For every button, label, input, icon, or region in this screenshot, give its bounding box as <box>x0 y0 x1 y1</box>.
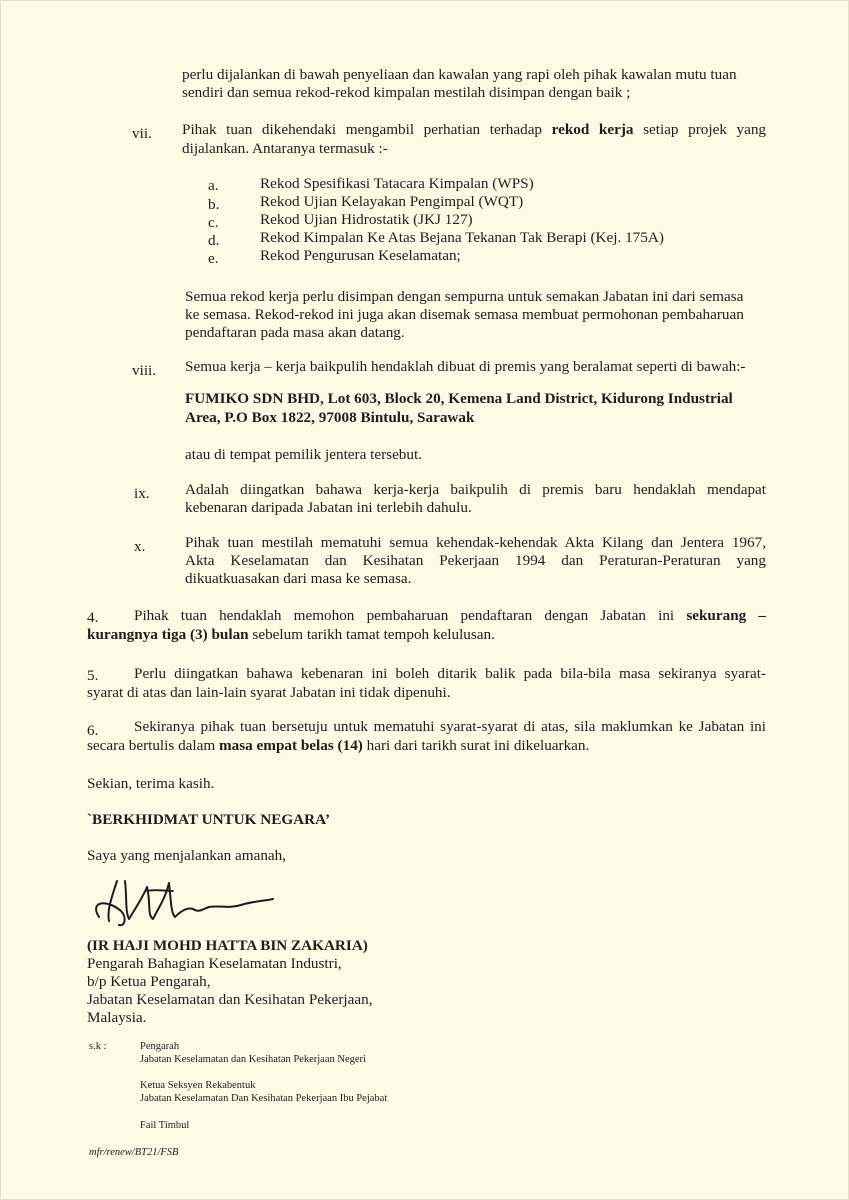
item-vii-line <box>182 121 766 138</box>
text: Pihak tuan dikehendaki mengambil perhatian terhadap <box>182 121 543 138</box>
bold-text: rekod kerja <box>551 121 634 138</box>
item-vii-line: dijalankan. Antaranya termasuk :- <box>182 140 388 157</box>
bold-text: sekurang – <box>686 607 766 624</box>
address-line: Area, P.O Box 1822, 97008 Bintulu, Sarawak <box>185 409 475 426</box>
subitem-letter: a. <box>208 177 219 194</box>
subitem-text: Rekod Ujian Hidrostatik (JKJ 127) <box>260 211 473 228</box>
cc-recipient: Fail Timbul <box>140 1120 190 1131</box>
intro-line: perlu dijalankan di bawah penyeliaan dan kawalan yang rapi oleh pihak kawalan mutu tuan <box>182 66 737 83</box>
text: secara bertulis dalam <box>87 737 216 754</box>
bold-text: kurangnya tiga (3) bulan <box>87 626 249 643</box>
text: hari dari tarikh surat ini dikeluarkan. <box>366 737 590 754</box>
address-line: FUMIKO SDN BHD, Lot 603, Block 20, Kemena Land District, Kidurong Industrial <box>185 390 733 407</box>
para-line: pendaftaran pada masa akan datang. <box>185 324 405 341</box>
subitem-letter: c. <box>208 214 219 231</box>
para-4-line <box>87 626 495 643</box>
para-6-line <box>87 737 589 754</box>
para-line: Semua rekod kerja perlu disimpan dengan sempurna untuk semakan Jabatan ini dari semasa <box>185 288 744 305</box>
signatory-title: Jabatan Keselamatan dan Kesihatan Pekerjaan, <box>87 991 373 1008</box>
cc-recipient: Pengarah <box>140 1041 180 1052</box>
item-viii-after: atau di tempat pemilik jentera tersebut. <box>185 446 423 463</box>
subitem-letter: e. <box>208 250 219 267</box>
item-viii-line: Semua kerja – kerja baikpulih hendaklah dibuat di premis yang beralamat seperti di bawah:- <box>185 358 746 375</box>
item-x-line: dikuatkuasakan dari masa ke semasa. <box>185 570 412 587</box>
para-5-line: Perlu diingatkan bahawa kebenaran ini boleh ditarik balik pada bila-bila masa sekiranya syarat- <box>134 665 766 682</box>
subitem-letter: d. <box>208 232 220 249</box>
para-number: 5. <box>87 667 99 684</box>
subitem-text: Rekod Spesifikasi Tatacara Kimpalan (WPS) <box>260 175 534 192</box>
signatory-title: Pengarah Bahagian Keselamatan Industri, <box>87 955 342 972</box>
subitem-letter: b. <box>208 196 220 213</box>
file-reference: mfr/renew/BT21/FSB <box>89 1147 179 1158</box>
text: setiap projek yang <box>643 121 766 138</box>
text: Pihak tuan hendaklah memohon pembaharuan pendaftaran dengan Jabatan ini <box>134 607 675 624</box>
signatory-title: Malaysia. <box>87 1009 147 1026</box>
cc-recipient: Jabatan Keselamatan dan Kesihatan Pekerjaan Negeri <box>140 1054 366 1065</box>
text: sebelum tarikh tamat tempoh kelulusan. <box>252 626 495 643</box>
item-number: x. <box>134 538 146 555</box>
closing-motto: `BERKHIDMAT UNTUK NEGARA’ <box>87 811 331 828</box>
item-number: viii. <box>132 362 157 379</box>
item-number: ix. <box>134 485 150 502</box>
item-ix-line: kebenaran daripada Jabatan ini terlebih dahulu. <box>185 499 472 516</box>
intro-line: sendiri dan semua rekod-rekod kimpalan mestilah disimpan dengan baik ; <box>182 84 631 101</box>
para-6-line: Sekiranya pihak tuan bersetuju untuk mematuhi syarat-syarat di atas, sila maklumkan ke Jabatan ini <box>134 718 766 735</box>
para-5-line: syarat di atas dan lain-lain syarat Jabatan ini tidak dipenuhi. <box>87 684 451 701</box>
bold-text: masa empat belas (14) <box>219 737 363 754</box>
para-number: 4. <box>87 609 99 626</box>
cc-label: s.k : <box>89 1041 107 1052</box>
item-number: vii. <box>132 125 152 142</box>
subitem-text: Rekod Kimpalan Ke Atas Bejana Tekanan Tak Berapi (Kej. 175A) <box>260 229 664 246</box>
cc-recipient: Ketua Seksyen Rekabentuk <box>140 1080 256 1091</box>
para-line: ke semasa. Rekod-rekod ini juga akan disemak semasa membuat permohonan pembaharuan <box>185 306 744 323</box>
item-x-line: Pihak tuan mestilah mematuhi semua kehendak-kehendak Akta Kilang dan Jentera 1967, <box>185 534 766 551</box>
cc-recipient: Jabatan Keselamatan Dan Kesihatan Pekerjaan Ibu Pejabat <box>140 1093 388 1104</box>
subitem-text: Rekod Pengurusan Keselamatan; <box>260 247 461 264</box>
item-ix-line: Adalah diingatkan bahawa kerja-kerja baikpulih di premis baru hendaklah mendapat <box>185 481 766 498</box>
signatory-name: (IR HAJI MOHD HATTA BIN ZAKARIA) <box>87 937 368 954</box>
closing-trust: Saya yang menjalankan amanah, <box>87 847 287 864</box>
item-x-line: Akta Keselamatan dan Kesihatan Pekerjaan 1994 dan Peraturan-Peraturan yang <box>185 552 766 569</box>
para-number: 6. <box>87 722 99 739</box>
para-4-line <box>134 607 766 624</box>
subitem-text: Rekod Ujian Kelayakan Pengimpal (WQT) <box>260 193 524 210</box>
closing-thanks: Sekian, terima kasih. <box>87 775 215 792</box>
signature-image <box>89 869 279 939</box>
signatory-title: b/p Ketua Pengarah, <box>87 973 211 990</box>
